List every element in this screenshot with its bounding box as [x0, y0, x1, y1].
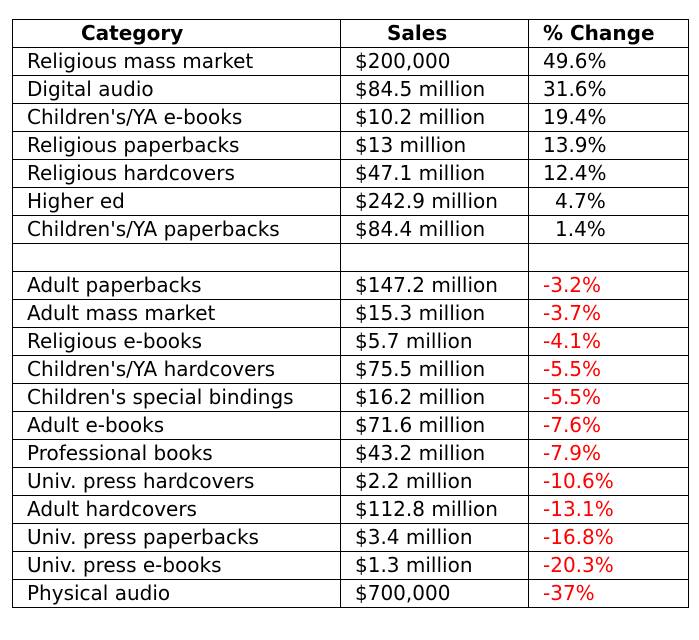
table-row	[13, 355, 689, 383]
table-row	[13, 132, 689, 160]
category-cell: Adult hardcovers	[13, 495, 341, 523]
table-body	[13, 48, 689, 608]
sales-cell: $147.2 million	[341, 271, 529, 299]
table-row	[13, 579, 689, 607]
change-cell: 4.7%	[529, 188, 689, 216]
header-row	[13, 20, 689, 48]
category-cell: Adult paperbacks	[13, 271, 341, 299]
table-row	[13, 216, 689, 244]
header-sales: Sales	[341, 20, 529, 48]
sales-cell: $71.6 million	[341, 411, 529, 439]
change-cell: 12.4%	[529, 160, 689, 188]
table-row	[13, 244, 689, 272]
header-category: Category	[13, 20, 341, 48]
sales-cell: $5.7 million	[341, 327, 529, 355]
change-cell: 49.6%	[529, 48, 689, 76]
table-row	[13, 299, 689, 327]
category-cell: Professional books	[13, 439, 341, 467]
change-cell: 13.9%	[529, 132, 689, 160]
sales-cell: $15.3 million	[341, 299, 529, 327]
table-row	[13, 383, 689, 411]
table-row	[13, 160, 689, 188]
table-row	[13, 467, 689, 495]
change-cell: -10.6%	[529, 467, 689, 495]
category-cell: Univ. press e-books	[13, 551, 341, 579]
category-cell: Higher ed	[13, 188, 341, 216]
change-cell: -3.2%	[529, 271, 689, 299]
category-cell: Univ. press hardcovers	[13, 467, 341, 495]
table-row	[13, 495, 689, 523]
change-cell: 19.4%	[529, 104, 689, 132]
sales-cell: $112.8 million	[341, 495, 529, 523]
category-cell: Religious hardcovers	[13, 160, 341, 188]
category-cell: Children's/YA paperbacks	[13, 216, 341, 244]
sales-cell: $1.3 million	[341, 551, 529, 579]
table-row	[13, 327, 689, 355]
sales-cell: $84.5 million	[341, 76, 529, 104]
table-row	[13, 411, 689, 439]
sales-table	[12, 19, 689, 608]
category-cell: Children's/YA hardcovers	[13, 355, 341, 383]
sales-cell: $75.5 million	[341, 355, 529, 383]
sales-cell: $10.2 million	[341, 104, 529, 132]
table-row	[13, 523, 689, 551]
change-cell: -13.1%	[529, 495, 689, 523]
sales-cell: $16.2 million	[341, 383, 529, 411]
table-row	[13, 48, 689, 76]
sales-cell: $47.1 million	[341, 160, 529, 188]
sales-cell	[341, 244, 529, 272]
category-cell: Adult mass market	[13, 299, 341, 327]
sales-cell: $242.9 million	[341, 188, 529, 216]
sales-cell: $84.4 million	[341, 216, 529, 244]
table-row	[13, 439, 689, 467]
table-row	[13, 271, 689, 299]
change-cell: -37%	[529, 579, 689, 607]
change-cell	[529, 244, 689, 272]
category-cell: Adult e-books	[13, 411, 341, 439]
table-row	[13, 104, 689, 132]
change-cell: -20.3%	[529, 551, 689, 579]
change-cell: -5.5%	[529, 355, 689, 383]
change-cell: -4.1%	[529, 327, 689, 355]
change-cell: -3.7%	[529, 299, 689, 327]
change-cell: -7.9%	[529, 439, 689, 467]
table-row	[13, 551, 689, 579]
change-cell: -5.5%	[529, 383, 689, 411]
sales-cell: $3.4 million	[341, 523, 529, 551]
table-row	[13, 76, 689, 104]
category-cell: Religious mass market	[13, 48, 341, 76]
category-cell: Digital audio	[13, 76, 341, 104]
sales-cell: $43.2 million	[341, 439, 529, 467]
change-cell: -16.8%	[529, 523, 689, 551]
sales-cell: $200,000	[341, 48, 529, 76]
category-cell	[13, 244, 341, 272]
change-cell: 31.6%	[529, 76, 689, 104]
category-cell: Religious paperbacks	[13, 132, 341, 160]
sales-cell: $13 million	[341, 132, 529, 160]
category-cell: Univ. press paperbacks	[13, 523, 341, 551]
category-cell: Children's/YA e-books	[13, 104, 341, 132]
change-cell: -7.6%	[529, 411, 689, 439]
category-cell: Children's special bindings	[13, 383, 341, 411]
sales-cell: $2.2 million	[341, 467, 529, 495]
category-cell: Religious e-books	[13, 327, 341, 355]
sales-cell: $700,000	[341, 579, 529, 607]
change-cell: 1.4%	[529, 216, 689, 244]
table-row	[13, 188, 689, 216]
category-cell: Physical audio	[13, 579, 341, 607]
header-change: % Change	[529, 20, 689, 48]
